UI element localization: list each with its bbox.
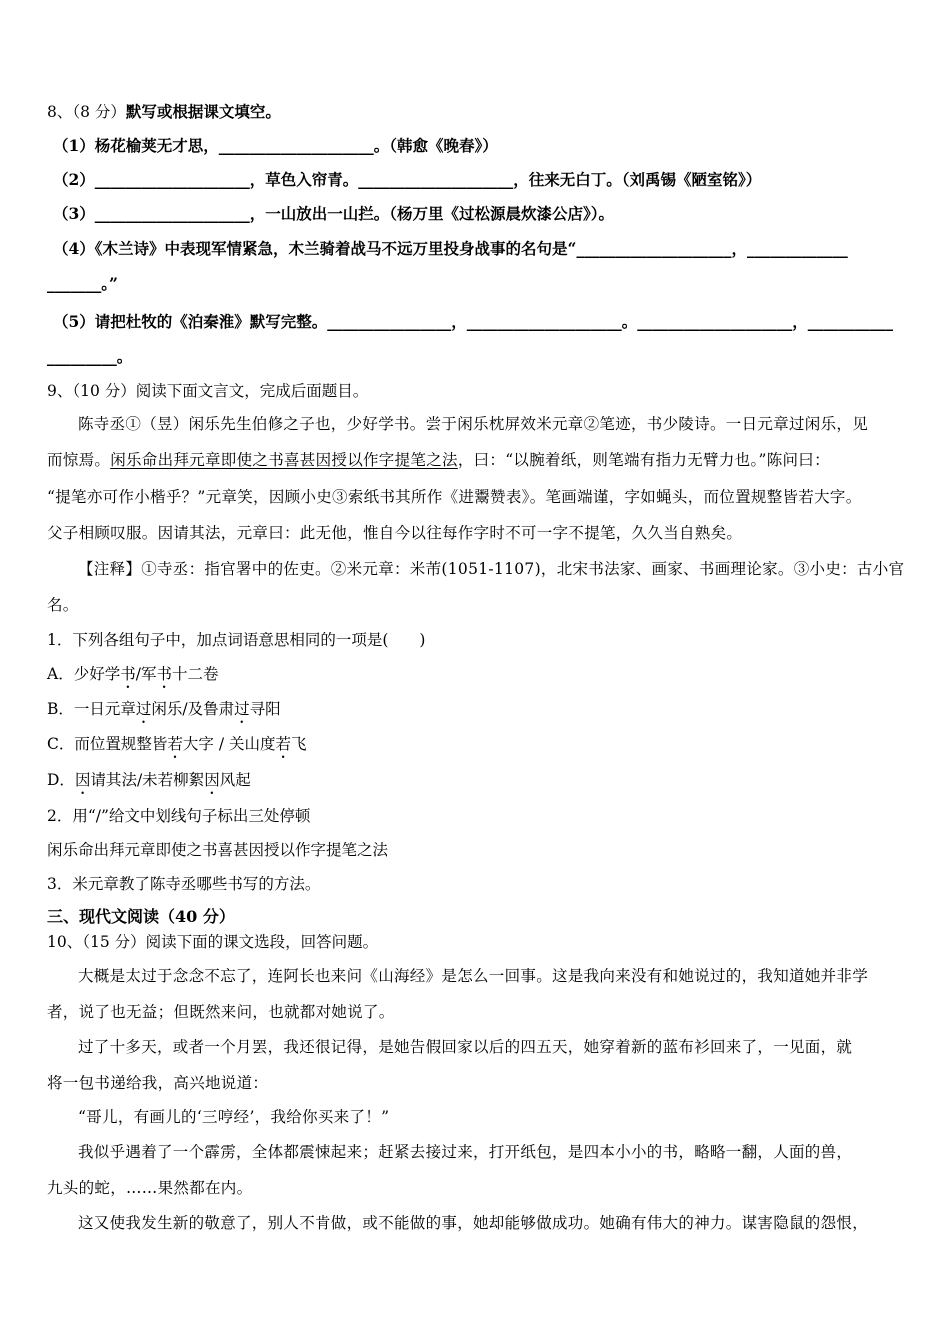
dotted-word: 因 [204,771,220,789]
q8-item-2: （2）____________________，草色入帘青。____________________，往来无白丁。（刘禹锡《陋室铭》） [53,170,762,189]
q9-underlined-sentence: 闲乐命出拜元章即使之书喜甚因授以作字提笔之法 [110,451,458,469]
q8-item-5: （5）请把杜牧的《泊秦淮》默写完整。________________，____________________。____________________，___________ [53,312,894,331]
q9-passage-text: 而惊焉。 [47,451,111,469]
q9-sub1: 1．下列各组句子中，加点词语意思相同的一项是( ) [47,631,426,649]
q10-passage-line-4: 将一包书递给我，高兴地说道： [47,1074,269,1092]
q9-title: 9、（10 分）阅读下面文言文，完成后面题目。 [47,382,369,400]
option-a [47,664,907,692]
q9-passage-line-3: “提笔亦可作小楷乎？”元章笑，因顾小史③索纸书其所作《进鬻赞表》。笔画端谨，字如蝇头，而位置规整皆若大字。 [47,488,862,506]
dotted-word: 若 [275,735,291,753]
q8-item-1: （1）杨花榆荚无才思，____________________。（韩愈《晚春》） [53,136,498,155]
q10-title: 10、（15 分）阅读下面的课文选段，回答问题。 [47,933,379,951]
q10-passage-line-3: 过了十多天，或者一个月罢，我还很记得，是她告假回家以后的四五天，她穿着新的蓝布衫回来了，一见面，就 [78,1038,853,1056]
option-d-text: 请其法/未若柳絮 [90,771,205,789]
dotted-word: 书 [120,665,136,683]
q9-sub3: 3．米元章教了陈寺丞哪些书写的方法。 [47,875,321,893]
q8-instruction: 默写或根据课文填空。 [125,102,281,121]
option-c-text: 飞 [290,735,307,753]
option-b-text: 闲乐/及鲁肃 [151,700,235,718]
option-b-text: B．一日元章 [47,700,136,718]
section-3-title: 三、现代文阅读（40 分） [47,907,235,926]
q9-sub2-sentence: 闲乐命出拜元章即使之书喜甚因授以作字提笔之法 [47,841,389,859]
q10-passage-line-6: 我似乎遇着了一个霹雳，全体都震悚起来；赶紧去接过来，打开纸包，是四本小小的书，略略一翻，人面的兽， [78,1143,853,1161]
q9-passage-line-2 [47,450,907,470]
dotted-word: 过 [135,700,152,718]
q9-passage-text: ，曰：“以腕着纸，则笔端有指力无臂力也。”陈问曰： [457,451,830,469]
dotted-word: 书 [156,665,172,683]
option-c-text: 大字 / 关山度 [182,735,276,753]
option-c [47,734,907,762]
q8-item-4-cont: _______。” [47,274,118,293]
q10-passage-line-2: 者，说了也无益；但既然来问，也就都对她说了。 [47,1003,395,1021]
q10-passage-line-7: 九头的蛇，……果然都在内。 [47,1179,253,1197]
option-d-text: D． [47,771,75,789]
option-c-text: C．而位置规整皆 [47,735,168,753]
q8-title [47,102,907,122]
q10-passage-line-8: 这又使我发生新的敬意了，别人不肯做，或不能做的事，她却能够做成功。她确有伟大的神力。谋害隐鼠的怨恨， [78,1214,869,1232]
option-b [47,699,907,727]
option-a-text: 十二卷 [171,665,219,683]
dotted-word: 过 [234,700,250,718]
q9-passage-line-1: 陈寺丞①（昱）闲乐先生伯修之子也，少好学书。尝于闲乐枕屏效米元章②笔迹，书少陵诗。一日元章过闲乐，见 [78,415,869,433]
dotted-word: 若 [167,735,183,753]
option-a-text: /军 [135,665,157,683]
option-d-text: 风起 [219,771,251,789]
q9-note-line-1: 【注释】①寺丞：指官署中的佐吏。②米元章：米芾(1051-1107)，北宋书法家、画家、书画理论家。③小史：古小官 [78,560,905,578]
q10-passage-line-1: 大概是太过于念念不忘了，连阿长也来问《山海经》是怎么一回事。这是我向来没有和她说过的，我知道她并非学 [78,967,869,985]
q9-sub2: 2．用“/”给文中划线句子标出三处停顿 [47,807,311,825]
q10-passage-line-5: “哥儿，有画儿的‘三哼经’，我给你买来了！” [78,1108,390,1126]
q9-note-line-2: 名。 [47,596,79,614]
option-a-text: A．少好学 [47,665,121,683]
q8-item-4: （4）《木兰诗》中表现军情紧急，木兰骑着战马不远万里投身战事的名句是“____________________，_____________ [53,239,848,258]
dotted-word: 因 [74,771,91,789]
q8-item-3: （3）____________________，一山放出一山拦。（杨万里《过松源晨炊漆公店》）。 [53,204,615,223]
q8-number: 8、（8 分） [47,103,126,121]
option-b-text: 寻阳 [249,700,281,718]
q8-item-5-cont: _________。 [47,347,133,366]
q9-passage-line-4: 父子相顾叹服。因请其法，元章曰：此无他，惟自今以往每作字时不可一字不提笔，久久当自熟矣。 [47,524,743,542]
option-d [47,770,907,798]
